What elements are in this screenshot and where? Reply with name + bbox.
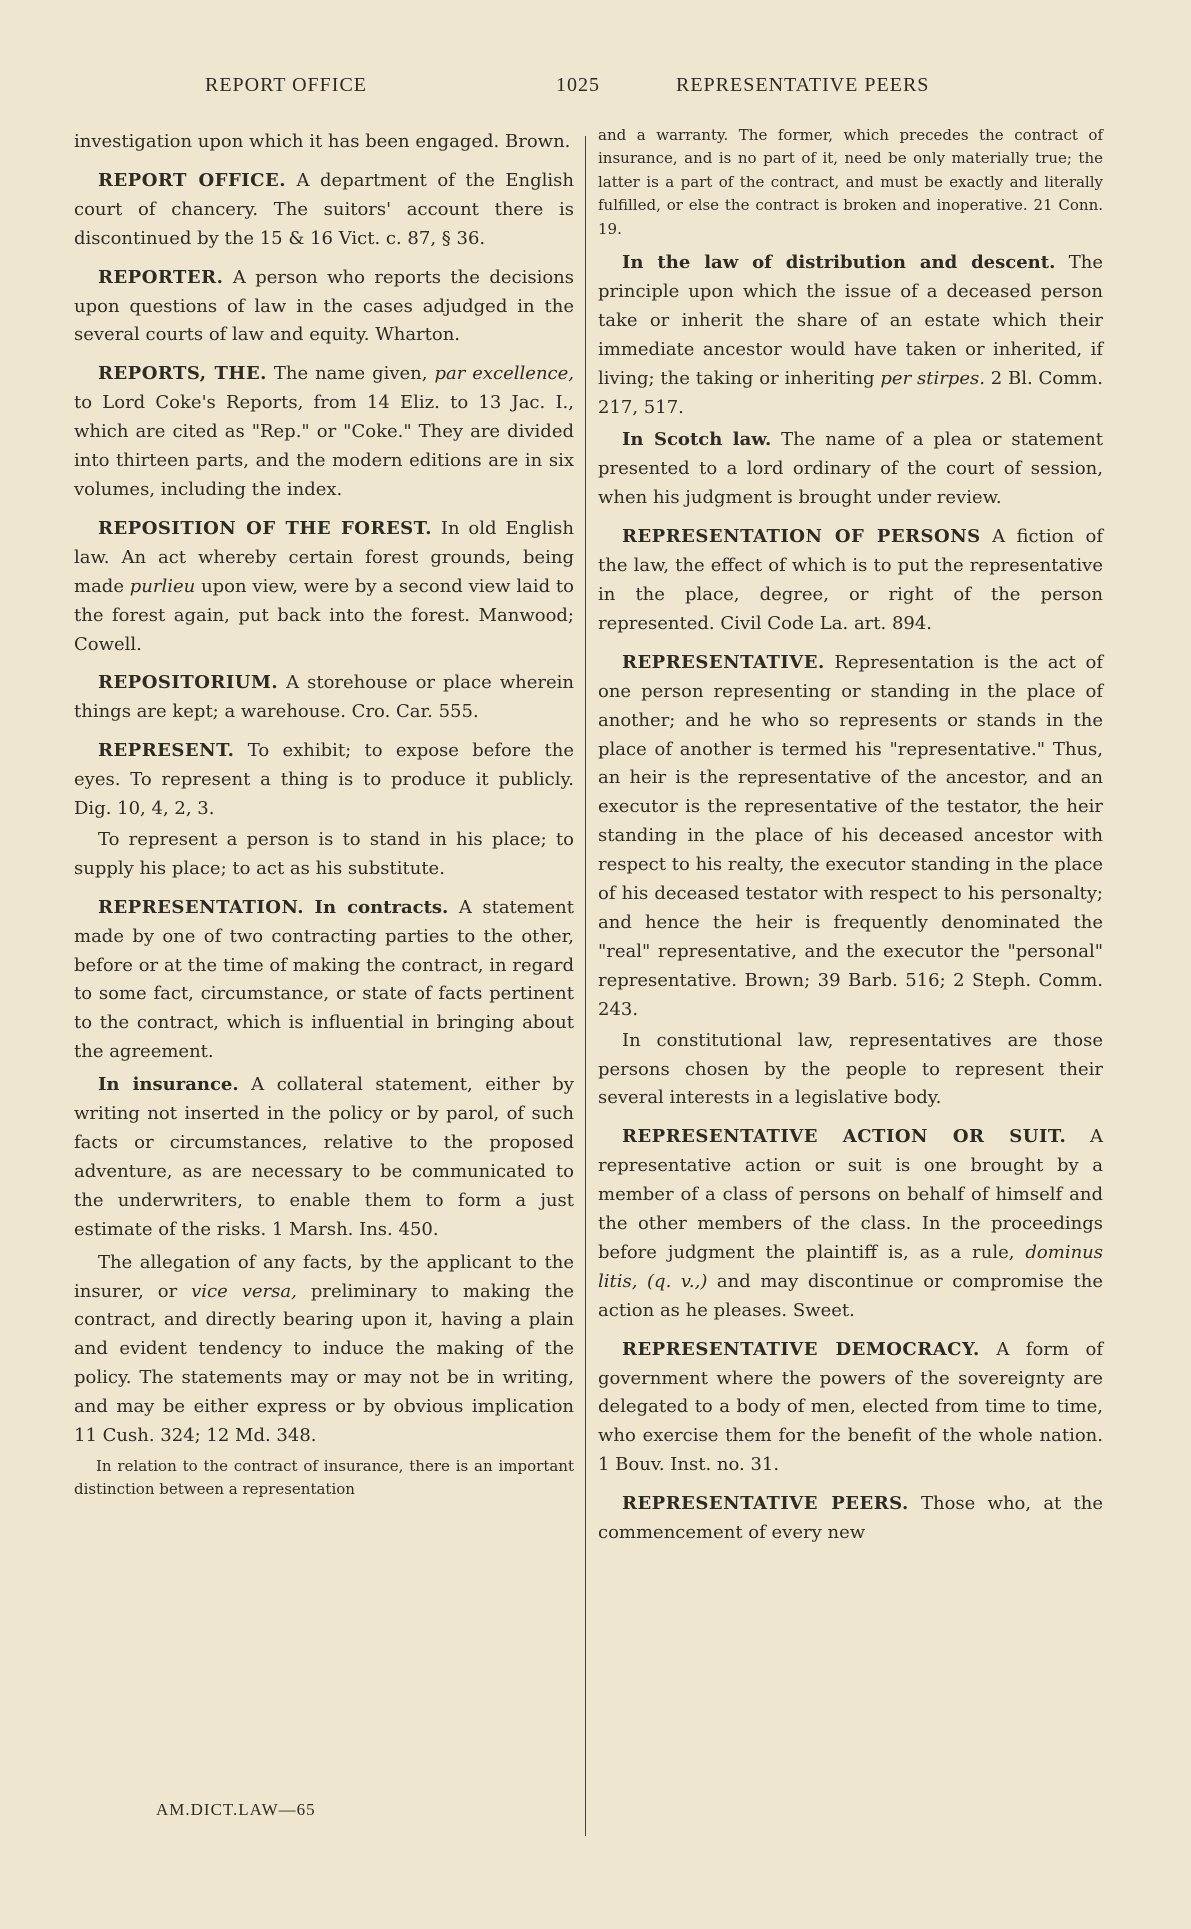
entry-headword: REPOSITORIUM.: [98, 672, 279, 694]
left-column: [74, 128, 574, 1510]
entry-reports-the: REPORTS, THE. The name given, par excellence, to Lord Coke's Reports, from 14 Eliz. to 13 Jac. I., which are cited as "Rep." or "Coke." They are divided into thirteen parts, and the modern editions are in six volumes, including the index.: [74, 363, 574, 500]
entry-note-continuation: and a warranty. The former, which precedes the contract of insurance, and is no part of it, need be only materially true; the latter is a part of the contract, and must be exactly and literally fulfilled, or else the contract is broken and inoperative. 21 Conn. 19.: [598, 126, 1103, 238]
entry-headword: REPRESENTATIVE DEMOCRACY.: [622, 1338, 980, 1360]
entry-representative-action: REPRESENTATIVE ACTION OR SUIT. A representative action or suit is one brought by a member of a class of persons on behalf of himself and the other members of the class. In the proceedings before judgment the plaintiff is, as a rule, dominus litis, (q. v.,) and may discontinue or compromise the action as he pleases. Sweet.: [598, 1126, 1103, 1321]
entry-representative-democracy: REPRESENTATIVE DEMOCRACY. A form of government where the powers of the sovereignty are delegated to a body of men, elected from time to time, who exercise them for the benefit of the whole nation. 1 Bouv. Inst. no. 31.: [598, 1338, 1103, 1476]
entry-headword: REPOSITION OF THE FOREST.: [98, 517, 432, 539]
entry-represent: REPRESENT. To exhibit; to expose before the eyes. To represent a thing is to produce it publicly. Dig. 10, 4, 2, 3.: [74, 740, 574, 820]
entry-reposition-of-the-forest: REPOSITION OF THE FOREST. In old English law. An act whereby certain forest grounds, being made purlieu upon view, were by a second view laid to the forest again, put back into the forest. Manwood; Cowell.: [74, 517, 574, 655]
entry-subheading: In the law of distribution and descent.: [622, 252, 1056, 274]
entry-headword: REPRESENT.: [98, 740, 235, 762]
entry-note: In relation to the contract of insurance, there is an important distinction between a representation: [74, 1456, 574, 1499]
entry-continuation: investigation upon which it has been engaged. Brown.: [74, 131, 571, 152]
entry-representation-insurance: In insurance. A collateral statement, either by writing not inserted in the policy or by parol, of such facts or circumstances, relative to the proposed adventure, as are necessary to be communicated to the underwriters, to enable them to form a just estimate of the risks. 1 Marsh. Ins. 450.: [74, 1074, 574, 1240]
page-number: 1025: [556, 74, 600, 96]
entry-headword: REPRESENTATIVE PEERS.: [622, 1493, 909, 1515]
entry-report-office: REPORT OFFICE. A department of the English court of chancery. The suitors' account there is discontinued by the 15 & 16 Vict. c. 87, § 36.: [74, 169, 574, 249]
entry-headword: REPRESENTATION OF PERSONS: [622, 526, 981, 548]
entry-subheading: In Scotch law.: [622, 429, 772, 451]
signature-mark: AM.DICT.LAW—65: [156, 1800, 316, 1819]
entry-subheading: In insurance.: [98, 1074, 239, 1096]
entry-representation-descent: In the law of distribution and descent. The principle upon which the issue of a deceased person take or inherit the share of an estate which their immediate ancestor would have taken or inherited, if living; the taking or inheriting per stirpes. 2 Bl. Comm. 217, 517.: [598, 252, 1104, 418]
running-head-right: REPRESENTATIVE PEERS: [676, 74, 930, 96]
entry-representation-allegation: The allegation of any facts, by the applicant to the insurer, or vice versa, preliminary to making the contract, and directly bearing upon it, having a plain and evident tendency to induce the making of the policy. The statements may or may not be in writing, and may be either express or by obvious implication 11 Cush. 324; 12 Md. 348.: [74, 1251, 574, 1447]
entry-representation: REPRESENTATION. In contracts. A statement made by one of two contracting parties to the other, before or at the time of making the contract, in regard to some fact, circumstance, or state of facts pertinent to the contract, which is influential in bringing about the agreement.: [74, 896, 574, 1063]
entry-headword: REPORTS, THE.: [98, 363, 267, 385]
entry-representative: REPRESENTATIVE. Representation is the act of one person representing or standing in the place of another; and he who so represents or stands in the place of another is termed his "representative." Thus, an heir is the representative of the ancestor, and an executor is the representative of the testator, the heir standing in the place of his deceased ancestor with respect to his realty, the executor standing in the place of his deceased testator with respect to his personalty; and hence the heir is frequently denominated the "real" representative, and the executor the "personal" representative. Brown; 39 Barb. 516; 2 Steph. Comm. 243.: [598, 651, 1103, 1020]
entry-representative-peers: REPRESENTATIVE PEERS. Those who, at the commencement of every new: [598, 1493, 1103, 1544]
entry-reporter: REPORTER. A person who reports the decisions upon questions of law in the cases adjudged in the several courts of law and equity. Wharton.: [74, 266, 574, 346]
entry-headword: REPRESENTATION.: [98, 896, 305, 918]
entry-headword: REPORT OFFICE.: [98, 169, 286, 191]
column-divider: [585, 136, 586, 1836]
entry-representation-of-persons: REPRESENTATION OF PERSONS A fiction of the law, the effect of which is to put the representative in the place, degree, or right of the person represented. Civil Code La. art. 894.: [598, 526, 1103, 634]
entry-repositorium: REPOSITORIUM. A storehouse or place wherein things are kept; a warehouse. Cro. Car. 555.: [74, 672, 574, 723]
entry-represent-sense-2: To represent a person is to stand in his place; to supply his place; to act as his substitute.: [74, 828, 574, 879]
entry-representative-constitutional: In constitutional law, representatives are those persons chosen by the people to represent their several interests in a legislative body.: [598, 1029, 1103, 1109]
entry-subheading: In contracts.: [314, 896, 449, 918]
entry-headword: REPRESENTATIVE ACTION OR SUIT.: [622, 1126, 1067, 1148]
right-column: [598, 124, 1103, 1558]
entry-headword: REPRESENTATIVE.: [622, 651, 825, 673]
entry-headword: REPORTER.: [98, 266, 224, 288]
running-head: [0, 74, 1191, 102]
entry-representation-scotch: In Scotch law. The name of a plea or statement presented to a lord ordinary of the court of session, when his judgment is brought under review.: [598, 429, 1103, 509]
running-head-left: REPORT OFFICE: [205, 74, 368, 96]
